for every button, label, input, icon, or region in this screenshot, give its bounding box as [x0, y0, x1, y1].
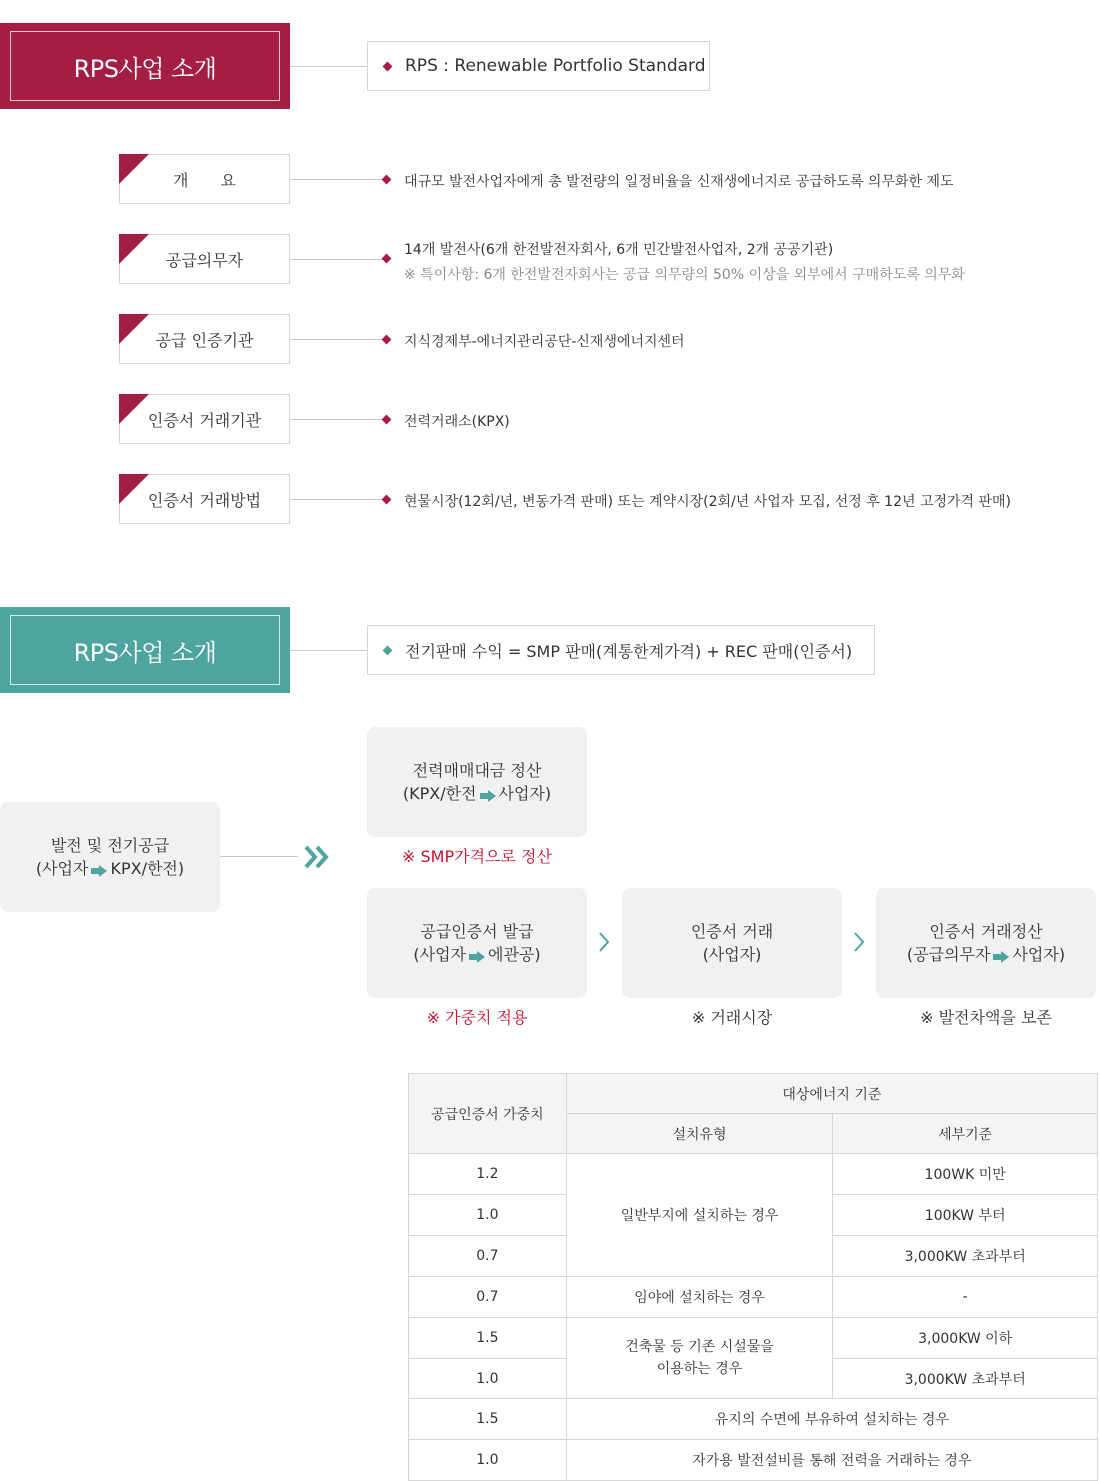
table-cell-weight: 0.7 [409, 1236, 567, 1277]
table-cell-span: 자가용 발전설비를 통해 전력을 거래하는 경우 [566, 1440, 1097, 1481]
connector-line [290, 339, 385, 340]
table-cell-weight: 1.0 [409, 1440, 567, 1481]
table-cell-span: 유지의 수면에 부유하여 설치하는 경우 [566, 1399, 1097, 1440]
table-cell-detail: - [833, 1277, 1098, 1318]
chevron-right-icon [597, 930, 611, 954]
table-cell-detail: 3,000KW 초과부터 [833, 1359, 1098, 1399]
corner-triangle-icon [119, 234, 149, 264]
table-cell-type: 임야에 설치하는 경우 [566, 1277, 833, 1318]
connector-line [290, 259, 385, 260]
header-install-type: 설치유형 [566, 1114, 833, 1154]
double-chevron-icon [303, 843, 333, 871]
table-cell-weight: 1.0 [409, 1359, 567, 1399]
row-obligor-text: 14개 발전사(6개 한전발전자회사, 6개 민간발전사업자, 2개 공공기관) ※ 특이사항: 6개 한전발전자회사는 공급 의무량의 50% 이상을 외부에서 구매하도록 의무화 [383, 239, 965, 284]
flow-box-generation: 발전 및 전기공급 (사업자 KPX/한전) [0, 802, 220, 912]
row-overview-text: 대규모 발전사업자에게 총 발전량의 일정비율을 신재생에너지로 공급하도록 의무화한 제도 [383, 171, 954, 191]
flow-box-smp-settlement: 전력매매대금 정산 (KPX/한전 사업자) [367, 727, 587, 837]
chevron-right-icon [852, 930, 866, 954]
section1-summary: RPS : Renewable Portfolio Standard [367, 41, 710, 91]
smp-note: ※ SMP가격으로 정산 [402, 847, 552, 866]
table-cell-weight: 1.5 [409, 1318, 567, 1359]
section2-header [0, 607, 290, 693]
row-trade-method-text: 현물시장(12회/년, 변동가격 판매) 또는 계약시장(2회/년 사업자 모집, 선정 후 12년 고정가격 판매) [383, 491, 1011, 511]
table-cell-detail: 100KW 부터 [833, 1195, 1098, 1236]
table-cell-type: 건축물 등 기존 시설물을 이용하는 경우 [566, 1318, 833, 1399]
rec-settle-note: ※ 발전차액을 보존 [920, 1008, 1052, 1027]
connector-line [290, 650, 368, 651]
connector-line [290, 66, 368, 67]
table-cell-weight: 1.0 [409, 1195, 567, 1236]
flow-box-generation-path: (사업자 KPX/한전) [35, 859, 185, 878]
arrow-right-icon [469, 951, 485, 963]
table-cell-detail: 3,000KW 초과부터 [833, 1236, 1098, 1277]
flow-box-rec-issue-path: (사업자 에관공) [413, 945, 541, 964]
diamond-bullet-icon [382, 335, 392, 345]
label-obligor: 공급의무자 [119, 234, 290, 284]
flow-box-smp-path: (KPX/한전 사업자) [402, 784, 552, 803]
header-detail: 세부기준 [833, 1114, 1098, 1154]
connector-line [290, 419, 385, 420]
corner-triangle-icon [119, 154, 149, 184]
section1-header [0, 23, 290, 109]
flow-box-rec-settle: 인증서 거래정산 (공급의무자 사업자) [876, 888, 1096, 998]
arrow-right-icon [993, 951, 1009, 963]
connector-line [290, 179, 385, 180]
rec-trade-note: ※ 거래시장 [691, 1008, 773, 1027]
corner-triangle-icon [119, 314, 149, 344]
arrow-right-icon [91, 865, 107, 877]
section1-title: RPS사업 소개 [10, 31, 280, 101]
table-cell-weight: 1.5 [409, 1399, 567, 1440]
connector-line [290, 499, 385, 500]
header-target-energy: 대상에너지 기준 [566, 1074, 1097, 1114]
table-cell-detail: 100WK 미만 [833, 1154, 1098, 1195]
arrow-right-icon [480, 790, 496, 802]
flow-box-rec-trade: 인증서 거래 (사업자) [622, 888, 842, 998]
corner-triangle-icon [119, 474, 149, 504]
row-exchange-text: 전력거래소(KPX) [383, 411, 510, 431]
rec-issue-note: ※ 가중치 적용 [426, 1008, 528, 1027]
connector-line [220, 856, 298, 857]
flow-box-rec-issue: 공급인증서 발급 (사업자 에관공) [367, 888, 587, 998]
table-cell-detail: 3,000KW 이하 [833, 1318, 1098, 1359]
flow-box-rec-settle-path: (공급의무자 사업자) [906, 945, 1066, 964]
row-certifier-text: 지식경제부-에너지관리공단-신재생에너지센터 [383, 331, 685, 351]
corner-triangle-icon [119, 394, 149, 424]
table-cell-weight: 1.2 [409, 1154, 567, 1195]
rec-weight-table [408, 1073, 1098, 1481]
section2-formula: 전기판매 수익 = SMP 판매(계통한계가격) + REC 판매(인증서) [367, 625, 875, 675]
diamond-bullet-icon [382, 495, 392, 505]
label-exchange: 인증서 거래기관 [119, 394, 290, 444]
table-cell-type: 일반부지에 설치하는 경우 [566, 1154, 833, 1277]
diamond-bullet-icon [382, 254, 392, 264]
label-certifier: 공급 인증기관 [119, 314, 290, 364]
diamond-bullet-icon [382, 175, 392, 185]
diamond-bullet-icon [383, 61, 393, 71]
header-weight: 공급인증서 가중치 [409, 1074, 567, 1154]
diamond-bullet-icon [382, 415, 392, 425]
table-cell-weight: 0.7 [409, 1277, 567, 1318]
diamond-bullet-icon [383, 645, 393, 655]
label-trade-method: 인증서 거래방법 [119, 474, 290, 524]
section2-title: RPS사업 소개 [10, 615, 280, 685]
label-overview: 개 요 [119, 154, 290, 204]
